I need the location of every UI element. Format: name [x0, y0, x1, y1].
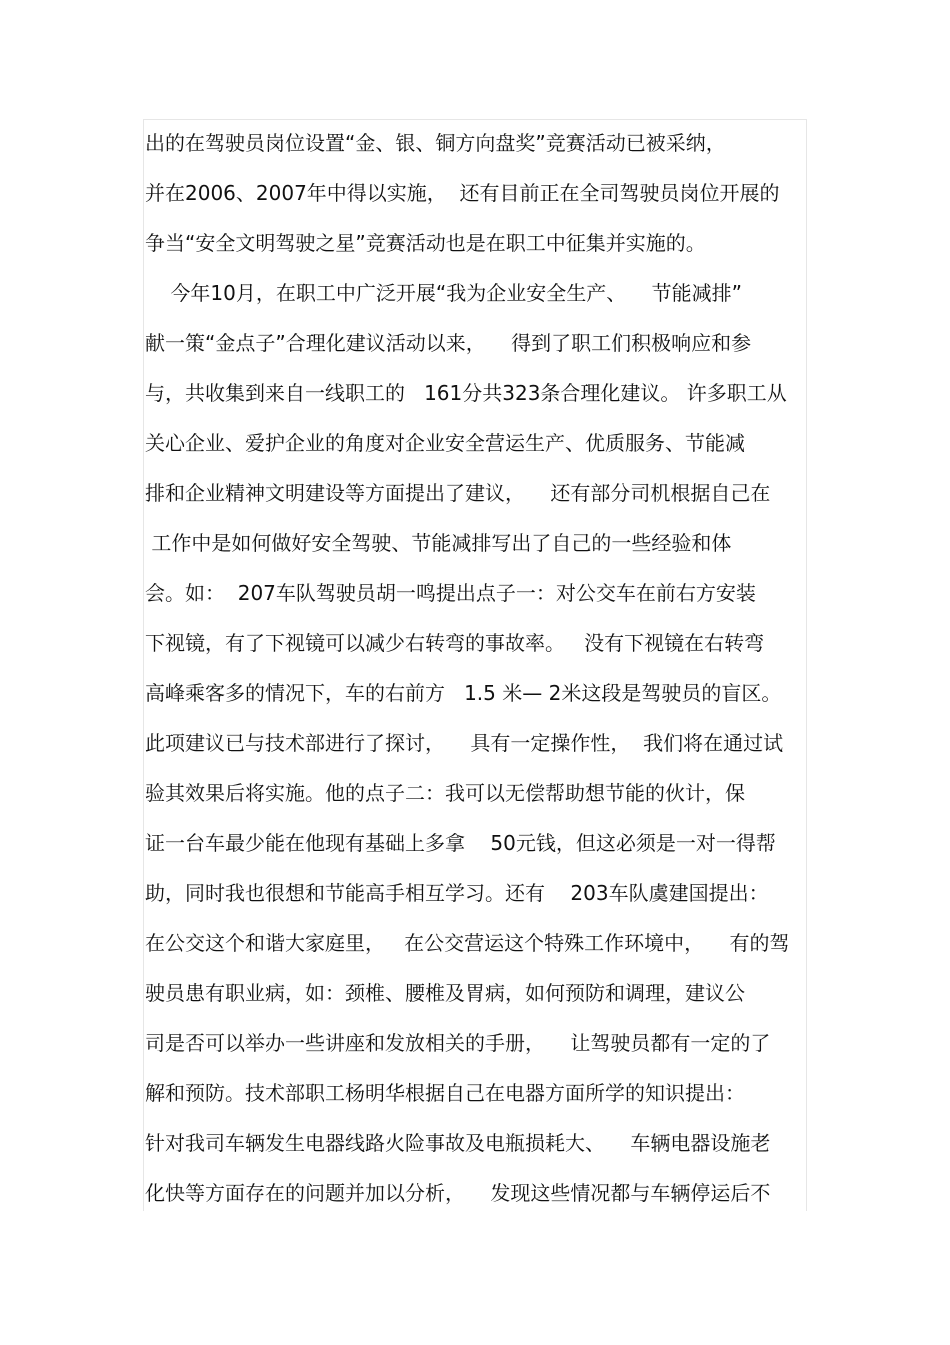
text-line-22: 化快等方面存在的问题并加以分析， 发现这些情况都与车辆停运后不 — [145, 1181, 771, 1205]
text-line-17: 在公交这个和谐大家庭里， 在公交营运这个特殊工作环境中， 有的驾 — [145, 931, 790, 955]
text-line-13: 此项建议已与技术部进行了探讨， 具有一定操作性， 我们将在通过试 — [145, 731, 784, 755]
text-line-19: 司是否可以举办一些讲座和发放相关的手册， 让驾驶员都有一定的了 — [145, 1031, 771, 1055]
text-line-11: 下视镜，有了下视镜可以减少右转弯的事故率。 没有下视镜在右转弯 — [145, 631, 765, 655]
text-line-4: 今年10月，在职工中广泛开展“我为企业安全生产、 节能减排” — [145, 281, 743, 305]
text-line-21: 针对我司车辆发生电器线路火险事故及电瓶损耗大、 车辆电器设施老 — [145, 1131, 771, 1155]
text-line-10: 会。如： 207车队驾驶员胡一鸣提出点子一：对公交车在前右方安装 — [145, 581, 756, 605]
text-line-6: 与，共收集到来自一线职工的 161分共323条合理化建议。 许多职工从 — [145, 381, 787, 405]
text-line-14: 验其效果后将实施。他的点子二：我可以无偿帮助想节能的伙计，保 — [145, 781, 745, 805]
text-line-16: 助，同时我也很想和节能高手相互学习。还有 203车队虞建国提出： — [145, 881, 769, 905]
text-line-3: 争当“安全文明驾驶之星”竞赛活动也是在职工中征集并实施的。 — [145, 231, 706, 255]
text-line-18: 驶员患有职业病，如：颈椎、腰椎及胃病，如何预防和调理，建议公 — [145, 981, 745, 1005]
text-line-20: 解和预防。技术部职工杨明华根据自己在电器方面所学的知识提出： — [145, 1081, 745, 1105]
text-line-8: 排和企业精神文明建设等方面提出了建议， 还有部分司机根据自己在 — [145, 481, 771, 505]
text-line-7: 关心企业、爱护企业的角度对企业安全营运生产、优质服务、节能减 — [145, 431, 745, 455]
page-frame-left — [143, 119, 144, 1211]
text-line-12: 高峰乘客多的情况下，车的右前方 1.5 米— 2米这段是驾驶员的盲区。 — [145, 681, 782, 705]
page-frame-top — [143, 119, 807, 120]
text-line-15: 证一台车最少能在他现有基础上多拿 50元钱，但这必须是一对一得帮 — [145, 831, 776, 855]
text-line-9: 工作中是如何做好安全驾驶、节能减排写出了自己的一些经验和体 — [145, 531, 732, 555]
text-line-2: 并在2006、2007年中得以实施， 还有目前正在全司驾驶员岗位开展的 — [145, 181, 780, 205]
page-frame-right — [806, 119, 807, 1211]
text-line-1: 出的在驾驶员岗位设置“金、银、铜方向盘奖”竞赛活动已被采纳， — [145, 131, 726, 155]
text-line-5: 献一策“金点子”合理化建议活动以来， 得到了职工们积极响应和参 — [145, 331, 752, 355]
